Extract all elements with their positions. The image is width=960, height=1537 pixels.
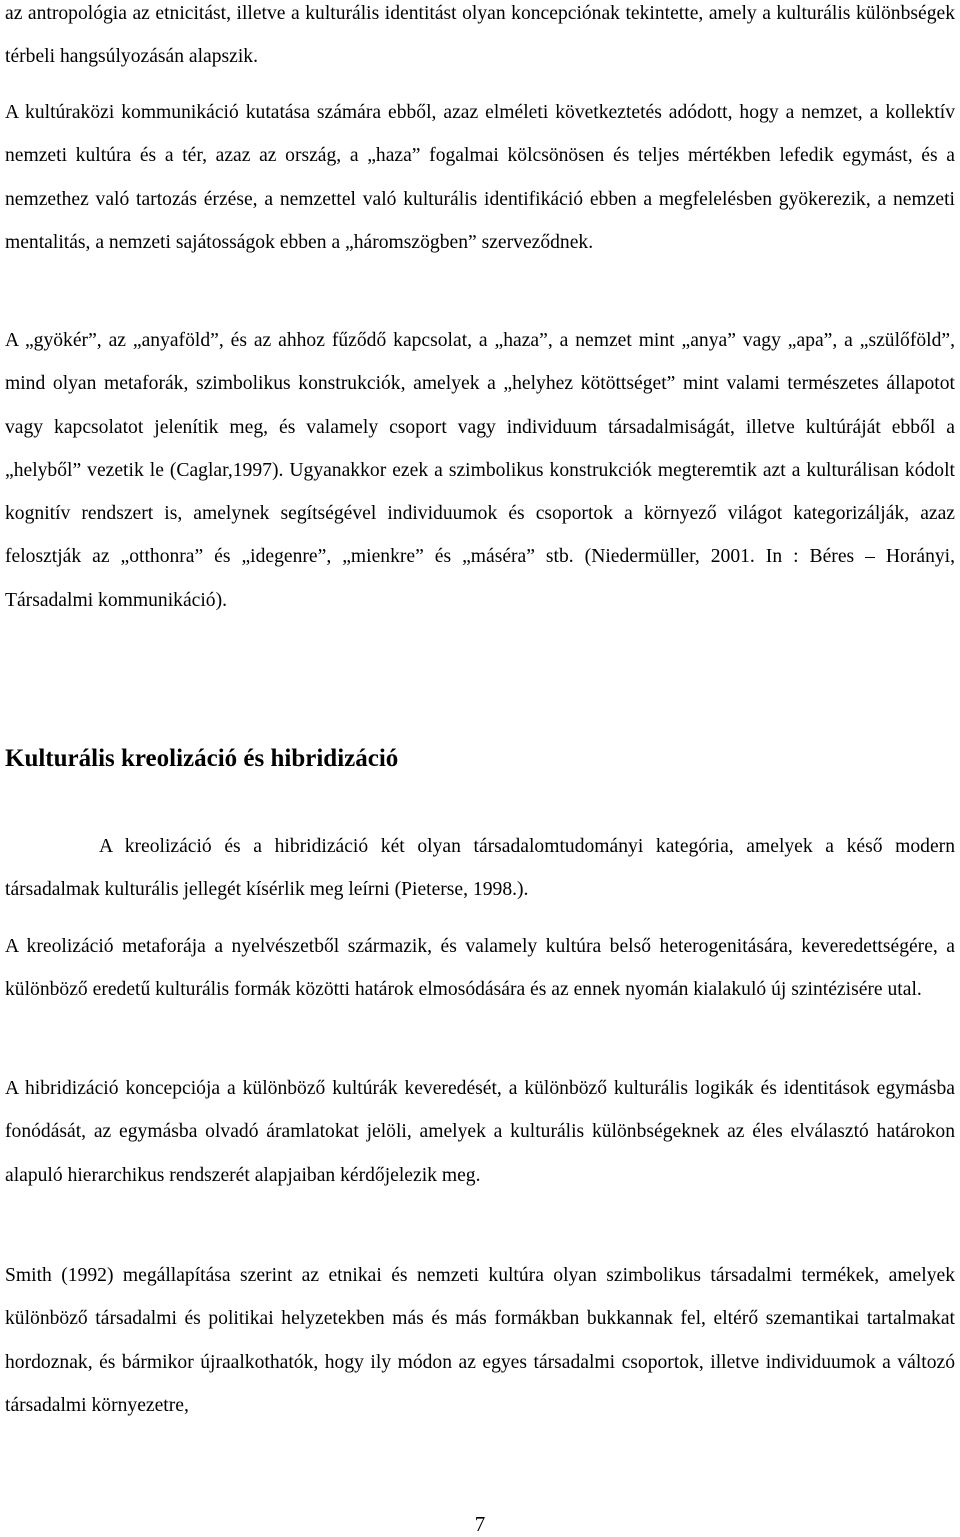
paragraph-7: Smith (1992) megállapítása szerint az etnikai és nemzeti kultúra olyan szimbolikus társadalmi termékek, amelyek különböző társadalmi és politikai helyzetekben más és más formákban bukkannak fel, eltérő szemantikai tartalmakat hordoznak, és bármikor újraalkothatók, hogy ily módon az egyes társadalmi csoportok, illetve individuumok a változó társadalmi környezetre, bbox=[5, 1265, 955, 1416]
paragraph-4: A kreolizáció és a hibridizáció két olyan társadalomtudományi kategória, amelyek a késő modern társadalmak kulturális jellegét kísérlik meg leírni (Pieterse, 1998.). bbox=[5, 836, 955, 901]
paragraph-2: A kultúraközi kommunikáció kutatása számára ebből, azaz elméleti következtetés adódott, hogy a nemzet, a kollektív nemzeti kultúra és a tér, azaz az ország, a „haza” fogalmai kölcsönösen és teljes mértékben lefedik egymást, és a nemzethez való tartozás érzése, a nemzettel való kulturális identifikáció ebben a megfelelésben gyökerezik, a nemzeti mentalitás, a nemzeti sajátosságok ebben a „háromszögben” szerveződnek. bbox=[5, 102, 955, 253]
paragraph-3: A „gyökér”, az „anyaföld”, és az ahhoz fűződő kapcsolat, a „haza”, a nemzet mint „anya” vagy „apa”, a „szülőföld”, mind olyan metaforák, szimbolikus konstrukciók, amelyek a „helyhez kötöttséget” mint valami természetes állapotot vagy kapcsolatot jelenítik meg, és valamely csoport vagy individuum társadalmiságát, illetve kultúráját ebből a „helyből” vezetik le (Caglar,1997). Ugyanakkor ezek a szimbolikus konstrukciók megteremtik azt a kulturálisan kódolt kognitív rendszert is, amelynek segítségével individuumok és csoportok a környező világot kategorizálják, azaz felosztják az „otthonra” és „idegenre”, „mienkre” és „máséra” stb. (Niedermüller, 2001. In : Béres – Horányi, Társadalmi kommunikáció). bbox=[5, 330, 955, 611]
paragraph-6: A hibridizáció koncepciója a különböző kultúrák keveredését, a különböző kulturális logikák és identitások egymásba fonódását, az egymásba olvadó áramlatokat jelöli, amelyek a kulturális különbségeknek az éles elválasztó határokon alapuló hierarchikus rendszerét alapjaiban kérdőjelezik meg. bbox=[5, 1078, 955, 1186]
paragraph-1: az antropológia az etnicitást, illetve a kulturális identitást olyan koncepciónak tekintette, amely a kulturális különbségek térbeli hangsúlyozásán alapszik. bbox=[5, 3, 955, 68]
page-number: 7 bbox=[474, 1512, 486, 1536]
section-heading: Kulturális kreolizáció és hibridizáció bbox=[5, 745, 399, 772]
paragraph-5: A kreolizáció metaforája a nyelvészetből származik, és valamely kultúra belső heterogenitására, keveredettségére, a különböző eredetű kulturális formák közötti határok elmosódására és az ennek nyomán kialakuló új szintézisére utal. bbox=[5, 936, 955, 1001]
